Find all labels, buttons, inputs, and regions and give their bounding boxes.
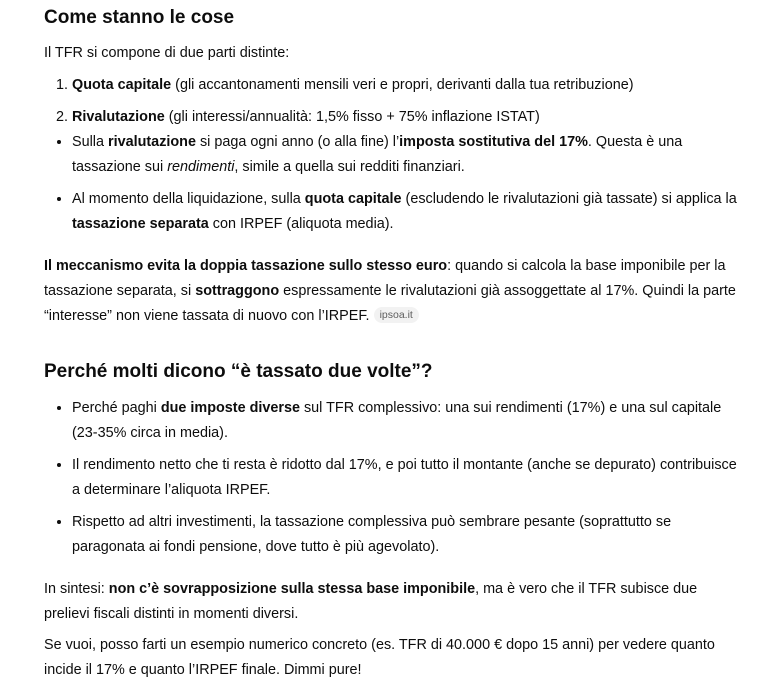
- list-item: • Il rendimento netto che ti resta è ridotto dal 17%, e poi tutto il montante (anche se depurato) contribuisce a determinare l’aliquota IRPEF.: [72, 453, 744, 503]
- list-item: • Sulla rivalutazione si paga ogni anno (o alla fine) l’imposta sostitutiva del 17%. Questa è una tassazione sui rendimenti, simile a quella sui redditi finanziari.: [72, 130, 744, 180]
- reasons-list: [44, 396, 744, 560]
- list-item: 1. Quota capitale (gli accantonamenti mensili veri e propri, derivanti dalla tua retribuzione): [72, 73, 744, 98]
- list-item: • Perché paghi due imposte diverse sul TFR complessivo: una sui rendimenti (17%) e una sul capitale (23-35% circa in media).: [72, 396, 744, 446]
- intro-text: Il TFR si compone di due parti distinte:: [44, 45, 290, 61]
- heading-perche: Perché molti dicono “è tassato due volte”?: [44, 361, 433, 382]
- list-item: • Al momento della liquidazione, sulla quota capitale (escludendo le rivalutazioni già tassate) si applica la tassazione separata con IRPEF (aliquota media).: [72, 187, 744, 237]
- offer-paragraph: Se vuoi, posso farti un esempio numerico concreto (es. TFR di 40.000 € dopo 15 anni) per vedere quanto incide il 17% e quanto l’IRPEF finale. Dimmi pure!: [44, 637, 715, 678]
- tax-bullets: [44, 130, 744, 237]
- heading-come-stanno: Come stanno le cose: [44, 7, 235, 28]
- summary-paragraph: In sintesi: non c’è sovrapposizione sulla stessa base imponibile, ma è vero che il TFR subisce due prelievi fiscali distinti in momenti diversi.: [44, 581, 698, 622]
- list-item: 2. Rivalutazione (gli interessi/annualità: 1,5% fisso + 75% inflazione ISTAT): [72, 105, 744, 130]
- mechanism-paragraph: Il meccanismo evita la doppia tassazione sullo stesso euro: quando si calcola la base imponibile per la tassazione separata, si sottraggono espressamente le rivalutazioni già assoggettate al 17%. Quindi la parte “interesse” non viene tassata di nuovo con l’IRPEF. ipsoa.it: [44, 258, 736, 324]
- parts-list: [44, 73, 744, 130]
- list-item: • Rispetto ad altri investimenti, la tassazione complessiva può sembrare pesante (soprattutto se paragonata ai fondi pensione, dove tutto è più agevolato).: [72, 510, 744, 560]
- source-badge[interactable]: ipsoa.it: [374, 307, 419, 323]
